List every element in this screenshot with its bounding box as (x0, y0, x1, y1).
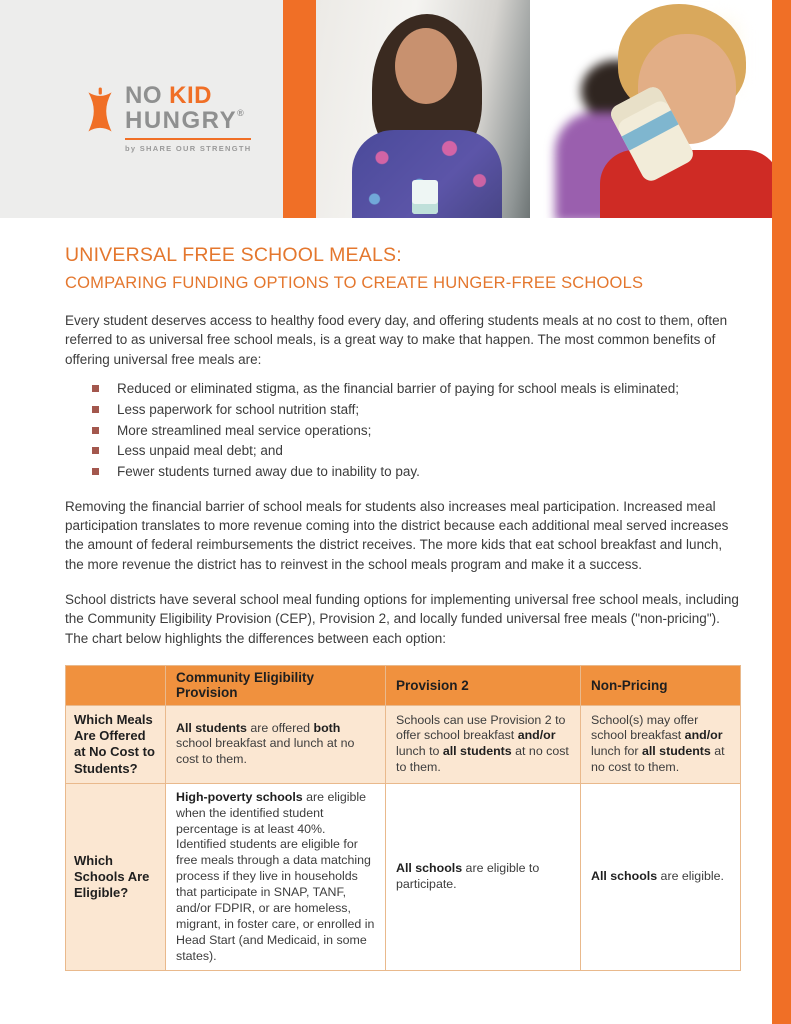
list-item-text: Less paperwork for school nutrition staff; (117, 401, 360, 417)
intro-paragraph: Every student deserves access to healthy food every day, and offering students meals at no cost to them, often referred to as universal free school meals, is a great way to make that happen. The most common benefits of offering universal free meals are: (65, 313, 728, 367)
square-bullet-icon (92, 468, 99, 475)
row-label-eligibility: Which Schools Are Eligible? (66, 783, 166, 971)
classroom-photo-girl (316, 0, 530, 218)
cell-meals-cep: All students are offered both school breakfast and lunch at no cost to them. (166, 705, 386, 783)
list-item-text: Less unpaid meal debt; and (117, 443, 283, 459)
logo-line-no-kid (125, 84, 251, 108)
milk-carton (412, 180, 438, 214)
registered-mark: ® (237, 108, 244, 118)
logo-tagline: by SHARE OUR STRENGTH (125, 144, 252, 153)
logo-text (125, 84, 251, 153)
list-item (92, 464, 740, 481)
square-bullet-icon (92, 427, 99, 434)
table-row (66, 783, 741, 971)
list-item (92, 423, 740, 440)
cell-meals-non-pricing: School(s) may offer school breakfast and/or lunch for all students at no cost to them. (581, 705, 741, 783)
apple-core-icon (84, 86, 116, 136)
cell-meals-provision2: Schools can use Provision 2 to offer school breakfast and/or lunch to all students at no cost to them. (386, 705, 581, 783)
header-non-pricing: Non-Pricing (581, 665, 741, 705)
funding-options-table (65, 665, 741, 972)
logo-word-hungry: HUNGRY (125, 107, 238, 134)
logo-divider (125, 138, 251, 140)
header-provision2: Provision 2 (386, 665, 581, 705)
header-band (0, 0, 772, 218)
cell-eligibility-provision2: All schools are eligible to participate. (386, 783, 581, 971)
list-item (92, 443, 740, 460)
square-bullet-icon (92, 385, 99, 392)
table-row (66, 705, 741, 783)
logo-word-kid: KID (169, 82, 213, 109)
cell-eligibility-cep: High-poverty schools are eligible when the identified student percentage is at least 40%. Identified students are eligible for free meals through a data matching process if they live in households that participate in SNAP, TANF, and/or FDPIR, or are homeless, migrant, in foster care, or enrolled in Head Start (and Medicaid, in some states). (166, 783, 386, 971)
list-item (92, 381, 740, 398)
girl-face (395, 28, 457, 104)
logo-panel (0, 0, 283, 218)
square-bullet-icon (92, 447, 99, 454)
header-cep: Community Eligibility Provision (166, 665, 386, 705)
list-item-text: Fewer students turned away due to inability to pay. (117, 464, 420, 480)
classroom-photo-boy (537, 0, 772, 218)
no-kid-hungry-logo (84, 84, 251, 153)
options-paragraph: School districts have several school meal funding options for implementing universal free school meals, including the Community Eligibility Provision (CEP), Provision 2, and locally funded universal free meals ("non-pricing"). The chart below highlights the differences between each option: (65, 591, 739, 646)
row-label-meals: Which Meals Are Offered at No Cost to Students? (66, 705, 166, 783)
list-item-text: More streamlined meal service operations; (117, 422, 372, 438)
participation-paragraph: Removing the financial barrier of school meals for students also increases meal participation. Increased meal participation translates to more revenue coming into the district because each additional meal served increases the amount of federal reimbursements the district receives. The more kids that eat school breakfast and lunch, the more revenue the district has to reinvest in the school meals program and make it a success. (65, 498, 729, 572)
cell-eligibility-non-pricing: All schools are eligible. (581, 783, 741, 971)
logo-line-hungry (125, 109, 251, 133)
benefits-list (92, 381, 740, 481)
list-item (92, 402, 740, 419)
header-empty (66, 665, 166, 705)
page-subtitle: COMPARING FUNDING OPTIONS TO CREATE HUNGER-FREE SCHOOLS (65, 274, 644, 293)
content-area (0, 218, 772, 971)
square-bullet-icon (92, 406, 99, 413)
page-title: UNIVERSAL FREE SCHOOL MEALS: (65, 244, 402, 266)
orange-accent-strip (283, 0, 316, 218)
list-item-text: Reduced or eliminated stigma, as the financial barrier of paying for school meals is eliminated; (117, 381, 680, 397)
logo-word-no: NO (125, 82, 162, 109)
right-orange-bar (772, 0, 791, 1024)
table-header-row (66, 665, 741, 705)
